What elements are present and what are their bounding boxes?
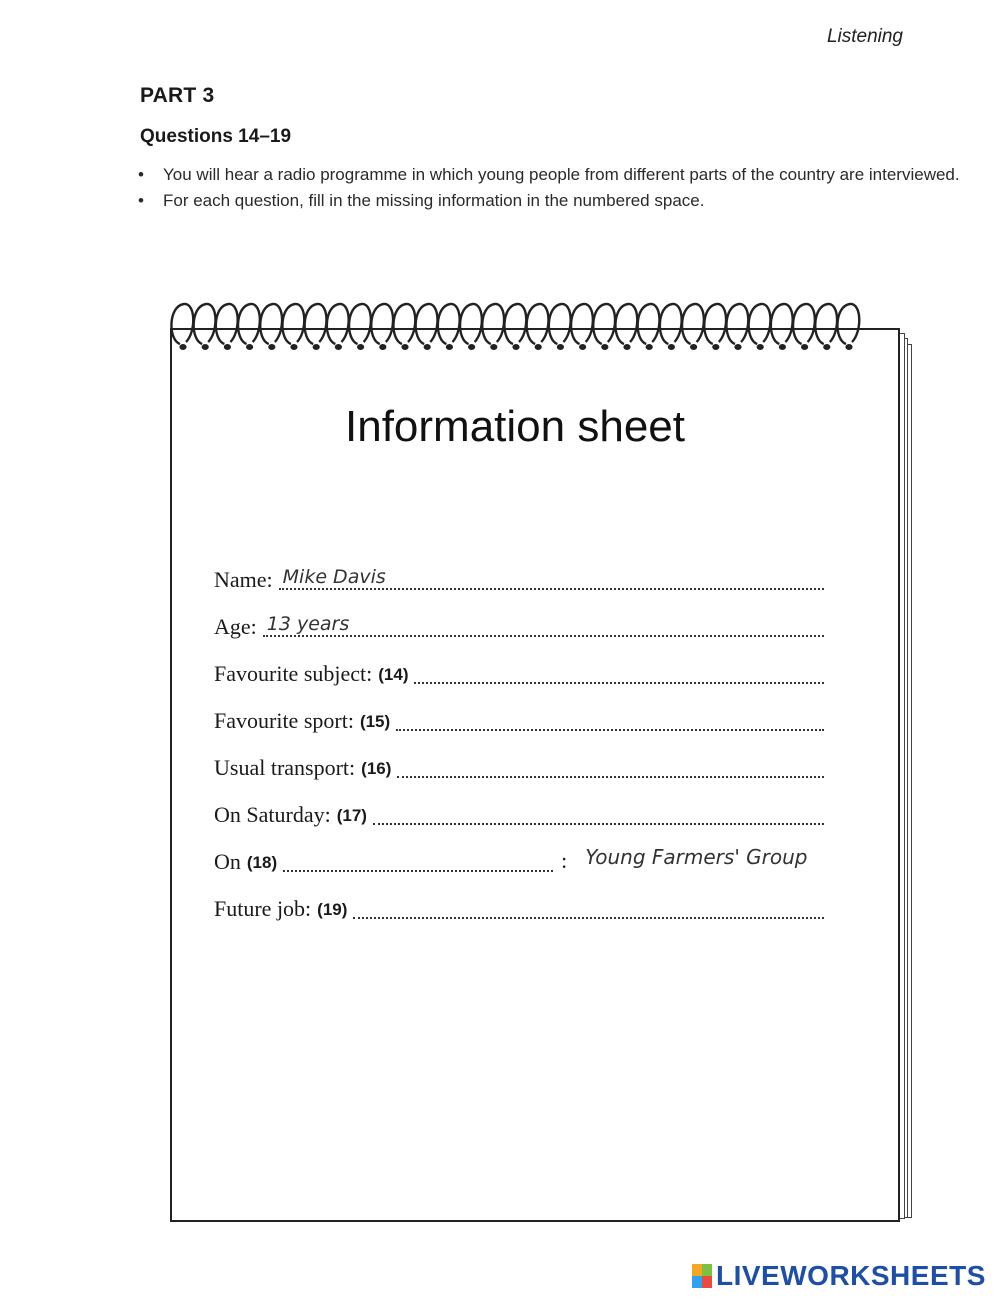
binding-hole (290, 344, 297, 350)
field-name (214, 546, 824, 593)
field-label: On (214, 849, 241, 874)
binding-hole (601, 344, 608, 350)
binding-ring (571, 304, 593, 344)
liveworksheets-logo-icon (692, 1264, 712, 1288)
sheet-title: Information sheet (345, 402, 685, 451)
binding-hole (512, 344, 519, 350)
binding-hole (646, 344, 653, 350)
information-form (214, 546, 824, 922)
field-label: Favourite sport: (214, 708, 354, 733)
binding-hole (779, 344, 786, 350)
brand-name: LIVEWORKSHEETS (716, 1260, 986, 1291)
section-label: Listening (826, 26, 903, 47)
binding-hole (313, 344, 320, 350)
saturday-answer-field[interactable] (373, 801, 824, 825)
field-usual-transport (214, 734, 824, 781)
binding-ring (660, 304, 682, 344)
field-future-job (214, 875, 824, 922)
question-number: (18) (246, 853, 278, 872)
question-number: (17) (336, 806, 367, 825)
binding-ring (393, 304, 415, 344)
instruction-item (138, 189, 978, 213)
binding-ring (704, 304, 726, 344)
binding-ring (349, 304, 371, 344)
binding-hole (579, 344, 586, 350)
binding-ring (682, 304, 704, 344)
transport-answer-field[interactable] (397, 754, 824, 778)
binding-ring (438, 304, 460, 344)
part-title: PART 3 (140, 84, 215, 107)
field-label: On Saturday: (214, 802, 331, 827)
binding-hole (179, 344, 186, 350)
sport-answer-field[interactable] (396, 707, 824, 731)
binding-hole (446, 344, 453, 350)
spiral-binding-icon (160, 292, 900, 362)
bullet-icon: • (138, 191, 144, 210)
binding-ring (837, 304, 859, 344)
binding-ring (793, 304, 815, 344)
job-answer-field[interactable] (353, 895, 824, 919)
instruction-text: You will hear a radio programme in which young people from different parts of the country are interviewed. (163, 165, 960, 184)
binding-hole (424, 344, 431, 350)
question-number: (19) (317, 900, 348, 919)
binding-hole (246, 344, 253, 350)
binding-ring (194, 304, 216, 344)
field-label: Usual transport: (214, 755, 356, 780)
binding-hole (668, 344, 675, 350)
binding-ring (282, 304, 304, 344)
binding-ring (260, 304, 282, 344)
binding-hole (734, 344, 741, 350)
binding-hole (379, 344, 386, 350)
binding-hole (690, 344, 697, 350)
binding-ring (771, 304, 793, 344)
binding-ring (327, 304, 349, 344)
answer-text: Mike Davis (282, 566, 386, 588)
bullet-icon: • (138, 165, 144, 184)
binding-ring (815, 304, 837, 344)
binding-hole (401, 344, 408, 350)
binding-ring (593, 304, 615, 344)
binding-ring (416, 304, 438, 344)
field-favourite-subject (214, 640, 824, 687)
field-on-day (214, 828, 824, 875)
question-number: (15) (359, 712, 391, 731)
binding-ring (305, 304, 327, 344)
binding-ring (371, 304, 393, 344)
day-answer-field[interactable] (283, 848, 553, 872)
binding-ring (549, 304, 571, 344)
binding-hole (535, 344, 542, 350)
binding-hole (224, 344, 231, 350)
colon-separator: : (561, 848, 568, 873)
binding-hole (268, 344, 275, 350)
binding-hole (490, 344, 497, 350)
field-label: Age: (214, 614, 257, 639)
binding-ring (238, 304, 260, 344)
binding-ring (504, 304, 526, 344)
binding-ring (749, 304, 771, 344)
field-label: Future job: (214, 896, 312, 921)
binding-hole (357, 344, 364, 350)
binding-hole (801, 344, 808, 350)
binding-hole (335, 344, 342, 350)
field-favourite-sport (214, 687, 824, 734)
binding-hole (202, 344, 209, 350)
binding-ring (527, 304, 549, 344)
age-answer-field[interactable] (263, 613, 824, 637)
field-on-saturday (214, 781, 824, 828)
binding-hole (712, 344, 719, 350)
field-label: Name: (214, 567, 273, 592)
binding-ring (615, 304, 637, 344)
instruction-item (138, 163, 978, 187)
binding-hole (823, 344, 830, 350)
binding-ring (171, 304, 193, 344)
question-number: (14) (378, 665, 409, 684)
liveworksheets-logo (692, 1261, 986, 1291)
binding-ring (638, 304, 660, 344)
binding-ring (482, 304, 504, 344)
binding-hole (845, 344, 852, 350)
binding-ring (216, 304, 238, 344)
binding-ring (460, 304, 482, 344)
binding-hole (623, 344, 630, 350)
instruction-text: For each question, fill in the missing information in the numbered space. (163, 191, 705, 210)
binding-hole (757, 344, 764, 350)
name-answer-field[interactable] (279, 566, 824, 590)
binding-hole (557, 344, 564, 350)
questions-title: Questions 14–19 (140, 126, 292, 147)
field-age (214, 593, 824, 640)
subject-answer-field[interactable] (414, 660, 824, 684)
answer-text: 13 years (266, 613, 350, 635)
field-label: Favourite subject: (214, 661, 373, 686)
binding-ring (726, 304, 748, 344)
instructions-list (138, 163, 978, 215)
binding-hole (468, 344, 475, 350)
group-name: Young Farmers' Group (585, 845, 808, 869)
question-number: (16) (361, 759, 392, 778)
information-sheet-notepad (170, 328, 900, 1222)
